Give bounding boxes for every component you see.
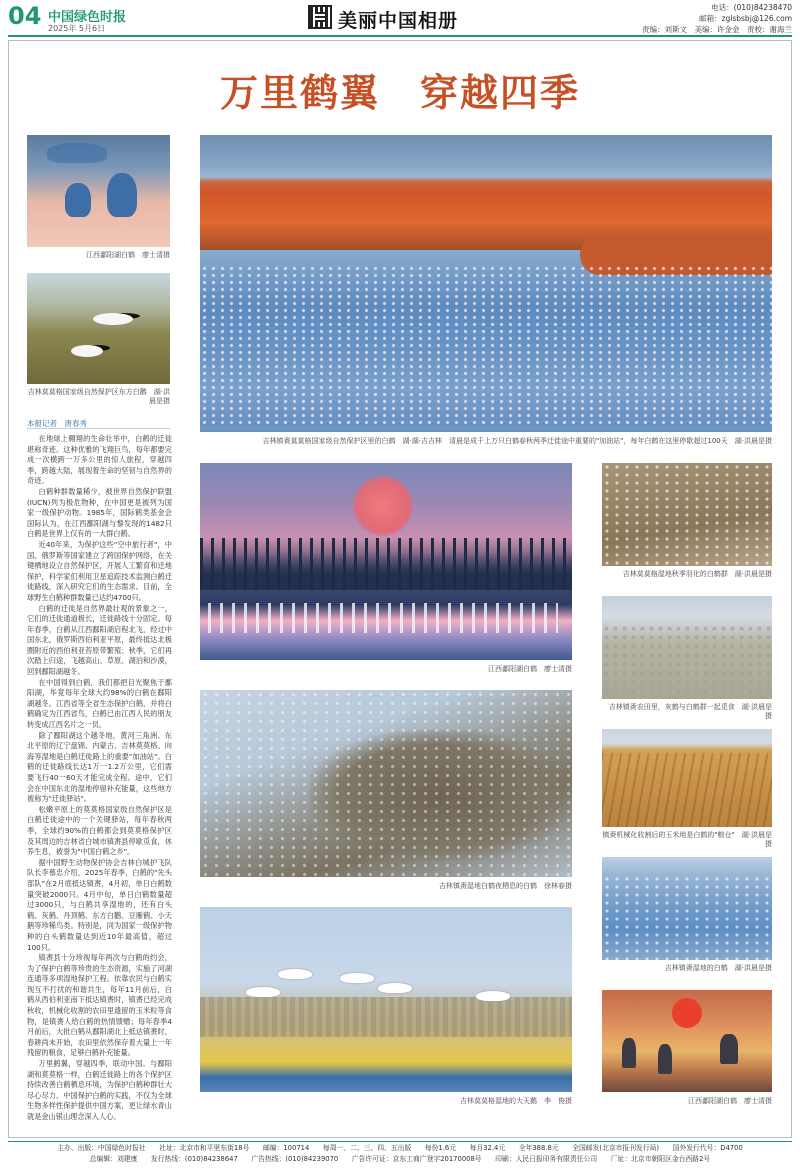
header-rule [8,35,792,37]
stork-figure [71,345,103,357]
issue-date: 2025年 5月6日 [48,24,106,33]
qr-code-icon[interactable] [308,5,332,29]
footer [8,1143,792,1165]
caption-main: 吉林镇赉莫莫格国家级自然保护区里的白鹤 湖·湖·吉吉林 清晨是成千上万只白鹤春秋两季迁徙途中重要的"加油站"，每年白鹤在这里停歇超过100天 湖·洪晨是摄 [262,437,772,445]
corn-field [602,753,772,827]
sun [352,475,414,537]
swan-figure [378,983,412,993]
photo-flock[interactable] [200,690,572,877]
headline: 万里鹤翼 穿越四季 [219,70,580,115]
photo-sunset[interactable] [200,463,572,660]
stork-figure [93,313,133,325]
photo-r2[interactable] [602,596,772,699]
editors: 责编：刘斯文 美编：许金金 责校：谢海兰 [642,25,792,34]
crane-row [208,603,558,633]
caption-r2: 吉林镇赉农田里，灰鹤与白鹤群一起觅食 湖·洪晨是摄 [608,703,772,720]
caption-swans: 吉林莫莫格湿地的大天鹅 李 俊摄 [460,1097,572,1105]
tree-line [200,997,572,1037]
photo-r1[interactable] [602,463,772,566]
crane-flock [602,624,772,699]
article-paragraph: 在地球上翱翔的生命壮举中，白鹤的迁徙堪称奇迹。这种优雅的飞翔巨鸟，每年都要完成一次横跨一万多公里的惊人旅程，穿越四季，跨越大陆，展现着生命的坚韧与自然界的奇迹。 [27,434,172,486]
tree-line [200,538,572,590]
photo-main-wetland[interactable] [200,135,772,432]
masthead [0,0,800,36]
byline: 本报记者 唐春秀 [27,419,87,428]
article-paragraph: 近40年来，为保护这些"空中旅行者"，中国、俄罗斯等国家建立了跨国保护网络，在关键栖地设立自然保护区，开展人工繁育和迁地保护，科学家们利用卫星追踪技术监测白鹤迁徙路线，深入研究它们的生态需求。目前，全球野生白鹤种群数量已达约4700只。 [27,539,172,602]
photo-r3[interactable] [602,729,772,827]
photo-swans[interactable] [200,907,572,1092]
footer-rule [8,1141,792,1142]
crane-flock [200,265,772,425]
article-paragraph: 镇赉县十分珍视每年两次与白鹤的约会，为了保护白鹤等珍贵的生态资源，实施了河湖连通等多项湿地保护工程。依靠农民与白鹤实现互不打扰的和谐共生，每年11月前后，白鹤从西伯利亚南下抵达镇赉时，镇赉已经完成秋收，机械化收割的农田里遗留的玉米粒等食物，是镇赉人给白鹤的热情馈赠；每年春季4月前后，大批白鹤从鄱阳湖北上抵达镇赉时，春耕尚未开始，农田里依然保存着大量上一年残留的粮食，足够白鹤补充能量。 [27,953,172,1058]
crane-figure [47,143,107,163]
crane-flock [602,875,772,960]
caption-flock: 吉林镇赉湿地白鹤夜栖息的白鹤 徐林春摄 [439,882,572,890]
crane-flock [200,690,572,877]
crane-silhouette [720,1034,738,1064]
page-number: 04 [8,2,42,30]
footer-line: 主办、出版：中国绿色时报社 社址：北京市和平里东街18号 邮编：100714 每周一、二、三、四、五出版 每份1.6元 每月32.4元 全年388.8元 全国邮发(北京市报刊发行局) 国外发行代号：D4700 [57,1144,743,1152]
swan-figure [278,969,312,979]
photo-r4[interactable] [602,857,772,960]
photo-left2[interactable] [27,273,170,384]
article-paragraph: 万里鹤翼，穿越四季，联动中国。与鄱阳湖和莫莫格一样，白鹤迁徙路上的各个保护区持续改善白鹤栖息环境，为保护白鹤种群壮大尽心尽力。中国保护白鹤的实践，不仅为全球生物多样性保护提供中国方案，更让绿水青山就是金山银山理念深入人心。 [27,1059,172,1121]
article-paragraph: 除了鄱阳湖这个越冬地，黄河三角洲、东北平原的辽宁盘锦、内蒙古、吉林莫莫格、向海等湿地是白鹤迁徙路上的重要"加油站"。白鹤的迁徙路线长达1万一1.2万公里，它们需要飞行40一60天才能完成全程。途中，它们会在中国东北的湿地停留补充能量，这些地方被称为"迁徙驿站"。 [27,730,172,804]
crane-flock [602,463,772,566]
swan-figure [476,991,510,1001]
article-body [27,434,172,1134]
crane-figure [65,183,91,217]
crane-figure [107,173,137,217]
swan-figure [340,973,374,983]
caption-left1: 江西鄱阳湖白鹤 廖士清摄 [86,251,170,259]
article-paragraph: 在中国得到白鹤，我们都把目光聚焦于鄱阳湖，毕竟每年全球大约98%的白鹤在鄱阳湖越冬。江西省等全省生态保护白鹤，并将白鹤确定为江西省鸟，白鹤已由江西人民的朋友转变成江西名片之一员。 [27,677,172,730]
caption-r4: 吉林镇赉湿地的白鹤 湖·洪晨是摄 [664,964,772,972]
footer-line: 总编辑：刘建康 发行热线：(010)84238647 广告热线：(010)84239070 广告许可证：京东工商广登字20170008号 印刷：人民日报印务有限责任公司 厂址：北京市朝阳区金台西路2号 [89,1155,711,1163]
phone: 电话：(010)84238470 [711,3,792,12]
article-paragraph: 据中国野生动物保护协会吉林白城护飞队队长李慕忠介绍，2025年春季，白鹤的"先头部队"在2月底抵达镇赉，4月初，单日白鹤数量突破2000只。4月中旬，单日白鹤数量超过3000只，与白鹤共享湿地的，还有白头鹤、灰鹤、丹顶鹤、东方白鹳、豆雁鹤、小天鹅等珍稀鸟类。特别是，同为国家一级保护物种的白头鹤数量达到近10年最高值，超过100只。 [27,857,172,952]
caption-sunset: 江西鄱阳湖白鹤 廖士清摄 [488,665,572,673]
paper-logo: 中国绿色时报 [48,10,127,25]
caption-r5: 江西鄱阳湖白鹤 廖士清摄 [688,1097,772,1105]
article-paragraph: 白鹤的迁徙是自然界最壮观的景象之一，它们的迁徙通道极长，迁徙路线十分固定。每年春季，白鹤从江西鄱阳湖启程北飞，经过中国东北，俄罗斯西伯利亚平原，最终抵达北极圈附近的西伯利亚苔原带繁殖；秋季，它们再次踏上归途，飞越高山、草原、湖泊和沙漠，回到鄱阳湖越冬。 [27,603,172,677]
email[interactable]: 邮箱：zglsbsbj@126.com [699,14,792,23]
caption-left2: 吉林莫莫格国家级自然保护区东方白鹳 湖·洪晨是摄 [27,388,170,405]
article-paragraph: 松嫩平原上的莫莫格国家级自然保护区是白鹤迁徙途中的一个关键驿站，每年春秋两季，全球约90%的白鹤都会到莫莫格保护区及其周边的吉林省白城市镇赉县停歇觅食，休养生息，被誉为"中国白鹤之乡"。 [27,804,172,857]
photo-left1[interactable] [27,135,170,247]
article-paragraph: 白鹤种群数量稀少，被世界自然保护联盟(IUCN)列为极危物种，在中国更是被列为国家一级保护动物。1985年，国际鹤类基金会国际认为，在江西鄱阳湖与黎发现的1482只白鹤是世界上仅有的一大群白鹤。 [27,486,172,539]
crane-silhouette [658,1044,672,1074]
column-name: 美丽中国相册 [338,10,459,32]
sun [672,998,702,1028]
editor-info [642,2,792,35]
photo-r5[interactable] [602,990,772,1092]
caption-r1: 吉林莫莫格湿地秋季羽化的白鹤群 湖·洪晨是摄 [622,570,772,578]
swan-figure [246,987,280,997]
byline-rule [27,428,170,429]
caption-r3: 镇赉机械化收割后的玉米地是白鹤的"粮仓" 湖·洪晨是摄 [602,831,772,848]
crane-silhouette [622,1038,636,1068]
